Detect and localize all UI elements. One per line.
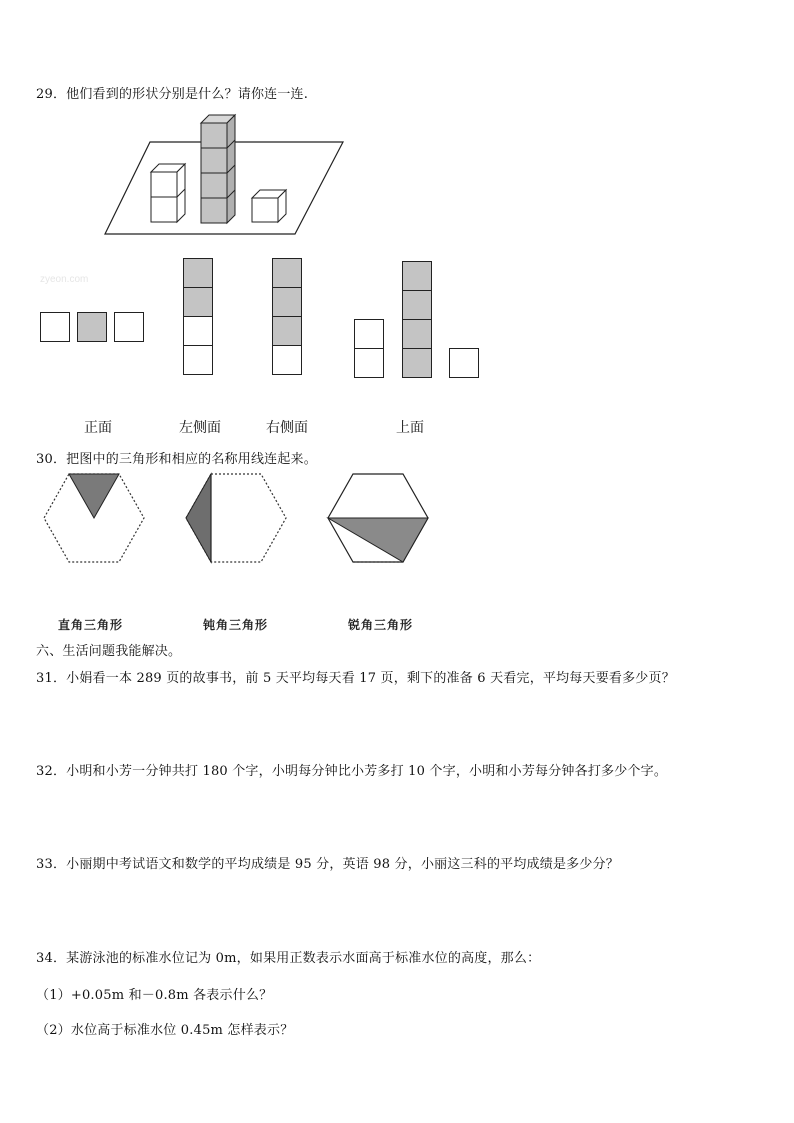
triangle-label-acute: 锐角三角形 — [348, 618, 414, 632]
view-right-side-figure — [272, 258, 304, 378]
view-left-side-figure — [183, 258, 215, 378]
cube-stack-figure — [100, 112, 350, 242]
question-34-sub1: （1）+0.05m 和－0.8m 各表示什么？ — [36, 988, 273, 1003]
view-label-top: 上面 — [396, 420, 424, 436]
question-33-text: 33．小丽期中考试语文和数学的平均成绩是 95 分，英语 98 分，小丽这三科的平均成绩是多少分？ — [36, 857, 619, 872]
question-31-text: 31．小娟看一本 289 页的故事书，前 5 天平均每天看 17 页，剩下的准备 6 天看完，平均每天要看多少页？ — [36, 671, 675, 686]
hexagon-acute-triangle-figure — [42, 472, 146, 564]
view-top-figure — [354, 260, 482, 380]
question-30-text: 30．把图中的三角形和相应的名称用线连起来。 — [36, 452, 317, 467]
question-29-text: 29．他们看到的形状分别是什么？请你连一连. — [36, 87, 309, 102]
question-32-text: 32．小明和小芳一分钟共打 180 个字，小明每分钟比小芳多打 10 个字，小明和小芳每分钟各打多少个字。 — [36, 764, 668, 779]
triangle-label-obtuse: 钝角三角形 — [203, 618, 269, 632]
question-34-text: 34．某游泳池的标准水位记为 0m，如果用正数表示水面高于标准水位的高度，那么： — [36, 951, 541, 966]
view-label-right: 右侧面 — [266, 420, 308, 436]
section-6-title: 六、生活问题我能解决。 — [36, 644, 182, 659]
question-34-sub2: （2）水位高于标准水位 0.45m 怎样表示？ — [36, 1023, 294, 1038]
watermark: zyeon.com — [40, 274, 89, 285]
hexagon-obtuse-triangle-figure — [326, 472, 430, 564]
view-front-figure — [40, 312, 146, 344]
triangle-label-right: 直角三角形 — [58, 618, 124, 632]
hexagon-right-triangle-figure — [184, 472, 288, 564]
view-label-left: 左侧面 — [179, 420, 221, 436]
view-label-front: 正面 — [84, 420, 112, 436]
